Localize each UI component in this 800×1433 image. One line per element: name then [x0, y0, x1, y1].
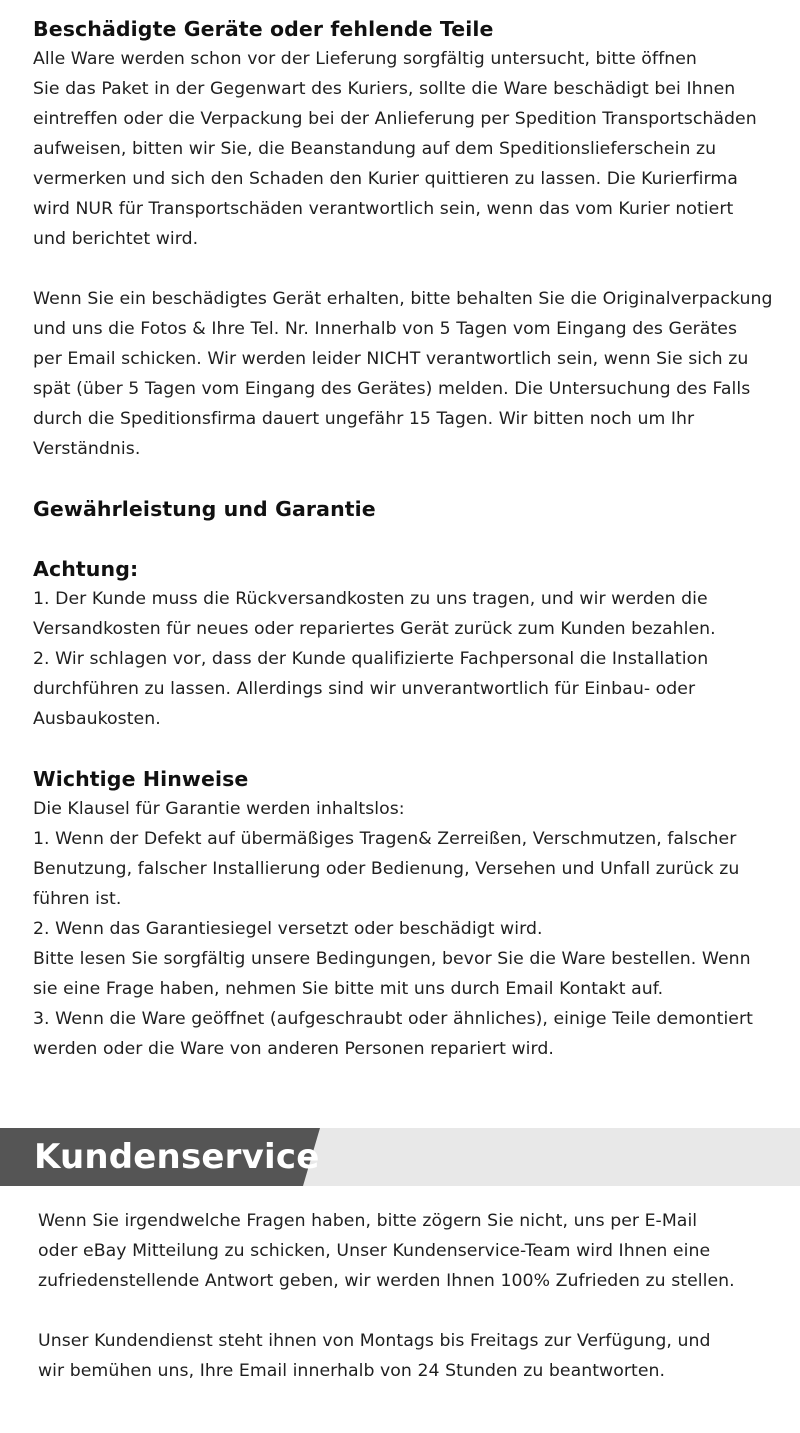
- text-line: durchführen zu lassen. Allerdings sind wir unverantwortlich für Einbau- oder: [33, 679, 696, 699]
- text-line: wir bemühen uns, Ihre Email innerhalb von 24 Stunden zu beantworten.: [38, 1361, 666, 1381]
- text-line: Wenn Sie ein beschädigtes Gerät erhalten, bitte behalten Sie die Originalverpackung: [33, 289, 773, 309]
- text-line: Alle Ware werden schon vor der Lieferung sorgfältig untersucht, bitte öffnen: [33, 49, 697, 69]
- spacer: [33, 254, 798, 284]
- text-line: eintreffen oder die Verpackung bei der Anlieferung per Spedition Transportschäden: [33, 109, 757, 129]
- text-line: zufriedenstellende Antwort geben, wir werden Ihnen 100% Zufrieden zu stellen.: [38, 1271, 735, 1291]
- text-line: 2. Wenn das Garantiesiegel versetzt oder beschädigt wird.: [33, 919, 543, 939]
- important-notes-list: [33, 794, 798, 1064]
- heading-warranty: Gewährleistung und Garantie: [33, 497, 376, 521]
- text-line: werden oder die Ware von anderen Personen repariert wird.: [33, 1039, 554, 1059]
- text-line: 3. Wenn die Ware geöffnet (aufgeschraubt oder ähnliches), einige Teile demontiert: [33, 1009, 753, 1029]
- paragraph-damaged-goods-1: [33, 44, 798, 254]
- text-line: 2. Wir schlagen vor, dass der Kunde qualifizierte Fachpersonal die Installation: [33, 649, 709, 669]
- text-line: durch die Speditionsfirma dauert ungefähr 15 Tagen. Wir bitten noch um Ihr: [33, 409, 695, 429]
- text-line: aufweisen, bitten wir Sie, die Beanstandung auf dem Speditionslieferschein zu: [33, 139, 717, 159]
- attention-list: [33, 584, 798, 734]
- text-line: sie eine Frage haben, nehmen Sie bitte mit uns durch Email Kontakt auf.: [33, 979, 664, 999]
- text-line: Bitte lesen Sie sorgfältig unsere Bedingungen, bevor Sie die Ware bestellen. Wenn: [33, 949, 751, 969]
- heading-attention: Achtung:: [33, 557, 139, 581]
- paragraph-damaged-goods-2: [33, 284, 798, 464]
- heading-important-notes: Wichtige Hinweise: [33, 767, 249, 791]
- text-line: Ausbaukosten.: [33, 709, 161, 729]
- policy-content: [33, 14, 798, 1064]
- text-line: oder eBay Mitteilung zu schicken, Unser Kundenservice-Team wird Ihnen eine: [38, 1241, 711, 1261]
- text-line: vermerken und sich den Schaden den Kurier quittieren zu lassen. Die Kurierfirma: [33, 169, 738, 189]
- text-line: Verständnis.: [33, 439, 141, 459]
- text-line: Unser Kundendienst steht ihnen von Montags bis Freitags zur Verfügung, und: [38, 1331, 711, 1351]
- service-paragraph-1: [38, 1206, 788, 1296]
- text-line: 1. Der Kunde muss die Rückversandkosten zu uns tragen, und wir werden die: [33, 589, 708, 609]
- text-line: und berichtet wird.: [33, 229, 199, 249]
- text-line: und uns die Fotos & Ihre Tel. Nr. Innerhalb von 5 Tagen vom Eingang des Gerätes: [33, 319, 738, 339]
- spacer: [33, 734, 798, 764]
- text-line: Benutzung, falscher Installierung oder Bedienung, Versehen und Unfall zurück zu: [33, 859, 740, 879]
- text-line: Versandkosten für neues oder repariertes Gerät zurück zum Kunden bezahlen.: [33, 619, 716, 639]
- text-line: Sie das Paket in der Gegenwart des Kuriers, sollte die Ware beschädigt bei Ihnen: [33, 79, 736, 99]
- service-paragraph-2: [38, 1326, 788, 1386]
- heading-damaged-goods: Beschädigte Geräte oder fehlende Teile: [33, 17, 494, 41]
- text-line: wird NUR für Transportschäden verantwortlich sein, wenn das vom Kurier notiert: [33, 199, 734, 219]
- text-line: 1. Wenn der Defekt auf übermäßiges Tragen& Zerreißen, Verschmutzen, falscher: [33, 829, 737, 849]
- spacer: [38, 1296, 788, 1326]
- text-line: Die Klausel für Garantie werden inhaltslos:: [33, 799, 405, 819]
- text-line: führen ist.: [33, 889, 122, 909]
- customer-service-banner: [0, 1128, 800, 1186]
- text-line: Wenn Sie irgendwelche Fragen haben, bitte zögern Sie nicht, uns per E-Mail: [38, 1211, 698, 1231]
- customer-service-content: [38, 1206, 788, 1386]
- text-line: spät (über 5 Tagen vom Eingang des Gerätes) melden. Die Untersuchung des Falls: [33, 379, 751, 399]
- banner-title: Kundenservice: [34, 1137, 320, 1177]
- spacer: [33, 524, 798, 554]
- text-line: per Email schicken. Wir werden leider NICHT verantwortlich sein, wenn Sie sich zu: [33, 349, 749, 369]
- spacer: [33, 464, 798, 494]
